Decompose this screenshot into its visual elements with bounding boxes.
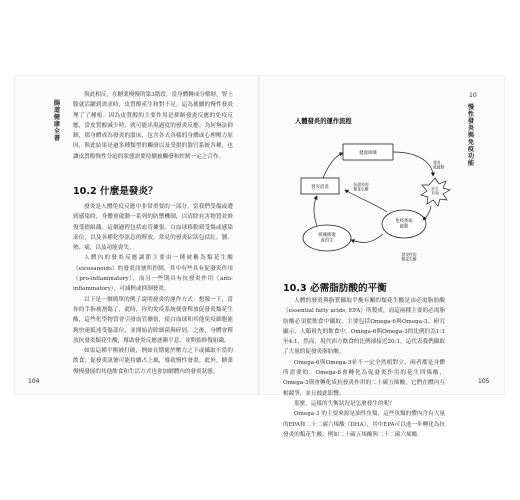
- arrow-anti-eicosanoid: [345, 190, 387, 212]
- anti-eicosanoid-label: 抗發炎的類花生酸: [353, 182, 369, 192]
- section-title-10-3: 10.3 必需脂肪酸的平衡: [283, 283, 387, 294]
- book-gutter: [258, 76, 260, 394]
- figure-title: 人體發炎的運作流程: [295, 118, 352, 125]
- arrow-to-resolve: [314, 196, 317, 226]
- arrow-to-healthy: [323, 153, 343, 178]
- running-head-right: 慢性發炎與免疫功能: [467, 104, 475, 167]
- paragraph: 如果這種平衡被打破，例如長期處於壓力之下或攝取不當的飲食，促發炎訊號可能持續占上風，導致慢性發炎。此外，糖業慢慢發展的其他飲食和生活方式也會加劇體內的發炎狀態。: [73, 348, 233, 375]
- right-body: [283, 296, 445, 440]
- chapter-number: 10: [469, 92, 477, 99]
- healthy-tissue-label: 健康組織: [359, 151, 377, 156]
- paragraph: 以下是一個簡單的例子說明發炎的運作方式：想像一下，當你的手指被割傷了，此時，你的免疫系統便會釋放促發炎類花生酸，這些化學物質會引發血管擴張，使白血球和其他免疫細胞能夠快速抵達受傷部位，並開始清除細菌與碎屑。之後，身體會釋放抗發炎類花生酸，幫助發炎反應逐漸平息，並開始修復組織。: [73, 296, 233, 344]
- section-title-10-2: 10.2 什麼是發炎？: [73, 186, 158, 197]
- paragraph: 發炎是人體免疫反應中非常重要的一部分，當我們受傷或遭到感染時，身體會啟動一系列的防禦機制，以清除有害物質並修復受損組織。這個過程包括血管擴張、白血球移動到受傷或感染部位，以及各種化學訊息的釋放。常見的發炎症狀包括紅、腫、熱、痛，以及功能喪失。: [73, 204, 233, 252]
- paragraph: 人體的發炎與脂質攝取平衡有關的類花生酸是由必需脂肪酸（essential fatty acids, EFA）所製成，而這兩種主要的必需脂肪酸必須從飲食中攝取，主要包括Omega-6與Omega-3。研究顯示，人類祖先的飲食中，Omega-6與Omega-3的比例約為1:1至4:1，然而，現代西方飲食的比例卻接近20:1，這代表我們攝取了大量的促發炎脂肪酸。: [283, 298, 445, 356]
- paragraph: 人體內的發炎反應調節主要由一種被稱為類花生酸（eicosanoids）的發炎訊號所控制，其中有些具有促發炎作用（pro-inflammatory），而另一些則具有抗發炎作用（anti-inflammatory），可減輕或抑制發炎。: [73, 255, 233, 293]
- paragraph: Omega-6與Omega-3並不一定全然相對立，兩者都是身體所需要的。Omega-6會轉化為促發炎作用的花生四烯酸，Omega-3則會轉化成抗發炎作用的二十碳五烯酸，它們在體內互相競爭，並且彼此影響。: [283, 359, 445, 397]
- top-right-label: 發炎被啟動: [433, 160, 445, 170]
- pro-eicosanoid-label: 發炎性的類花生酸: [401, 252, 417, 262]
- safety-control-label: 安全有效: [431, 186, 439, 196]
- paragraph: 與此相反，在糖業慢慢的第3階段，當身體轉成分解時，腎上腺就活躍到需求時，皮質醇產生和對不足。這為後續的慢性發炎埋了了種根。因為皮質醇的主要作用是抑制發炎反應的免疫反應，當皮質醇減少時，就可能出現過度的發炎反應；為何無法抑制，那身體成為發炎的溫床，包含各式各樣的身體或心理壓力原因，與此結果是過多種類型的觸發以及受損的器官系統各種，也讓皮質醇慢性分泌的狀態需要持續被觸發和控制一定之合作。: [73, 92, 233, 160]
- paragraph: Omega-3 的主要來源是油性魚類，這些魚類的體內含有大量的EPA和二十二碳六烯酸（DHA），其中EPA可以進一步轉化為抗發炎的類花生酸，例如二十碳五烯酸與二十二碳六烯酸。: [283, 411, 446, 438]
- running-head-left: 腸道健康全書: [53, 100, 61, 142]
- inflammation-cycle-diagram: [283, 126, 463, 274]
- tissue-repair-label: 組織修復或再生: [318, 233, 336, 244]
- paragraph: 那麼，這樣的失衡狀況是怎麼發生的呢？: [294, 400, 395, 407]
- left-top-paragraph: [73, 90, 233, 162]
- page-number-left: 104: [28, 378, 40, 385]
- immune-activate-label: 免疫系統啟動: [395, 219, 413, 230]
- inflammation-resolve-label: 發炎消退: [311, 185, 329, 190]
- arrow-to-burst: [393, 152, 433, 176]
- left-body: [73, 202, 233, 377]
- page-number-right: 105: [478, 378, 490, 385]
- arrow-to-repair: [351, 234, 383, 242]
